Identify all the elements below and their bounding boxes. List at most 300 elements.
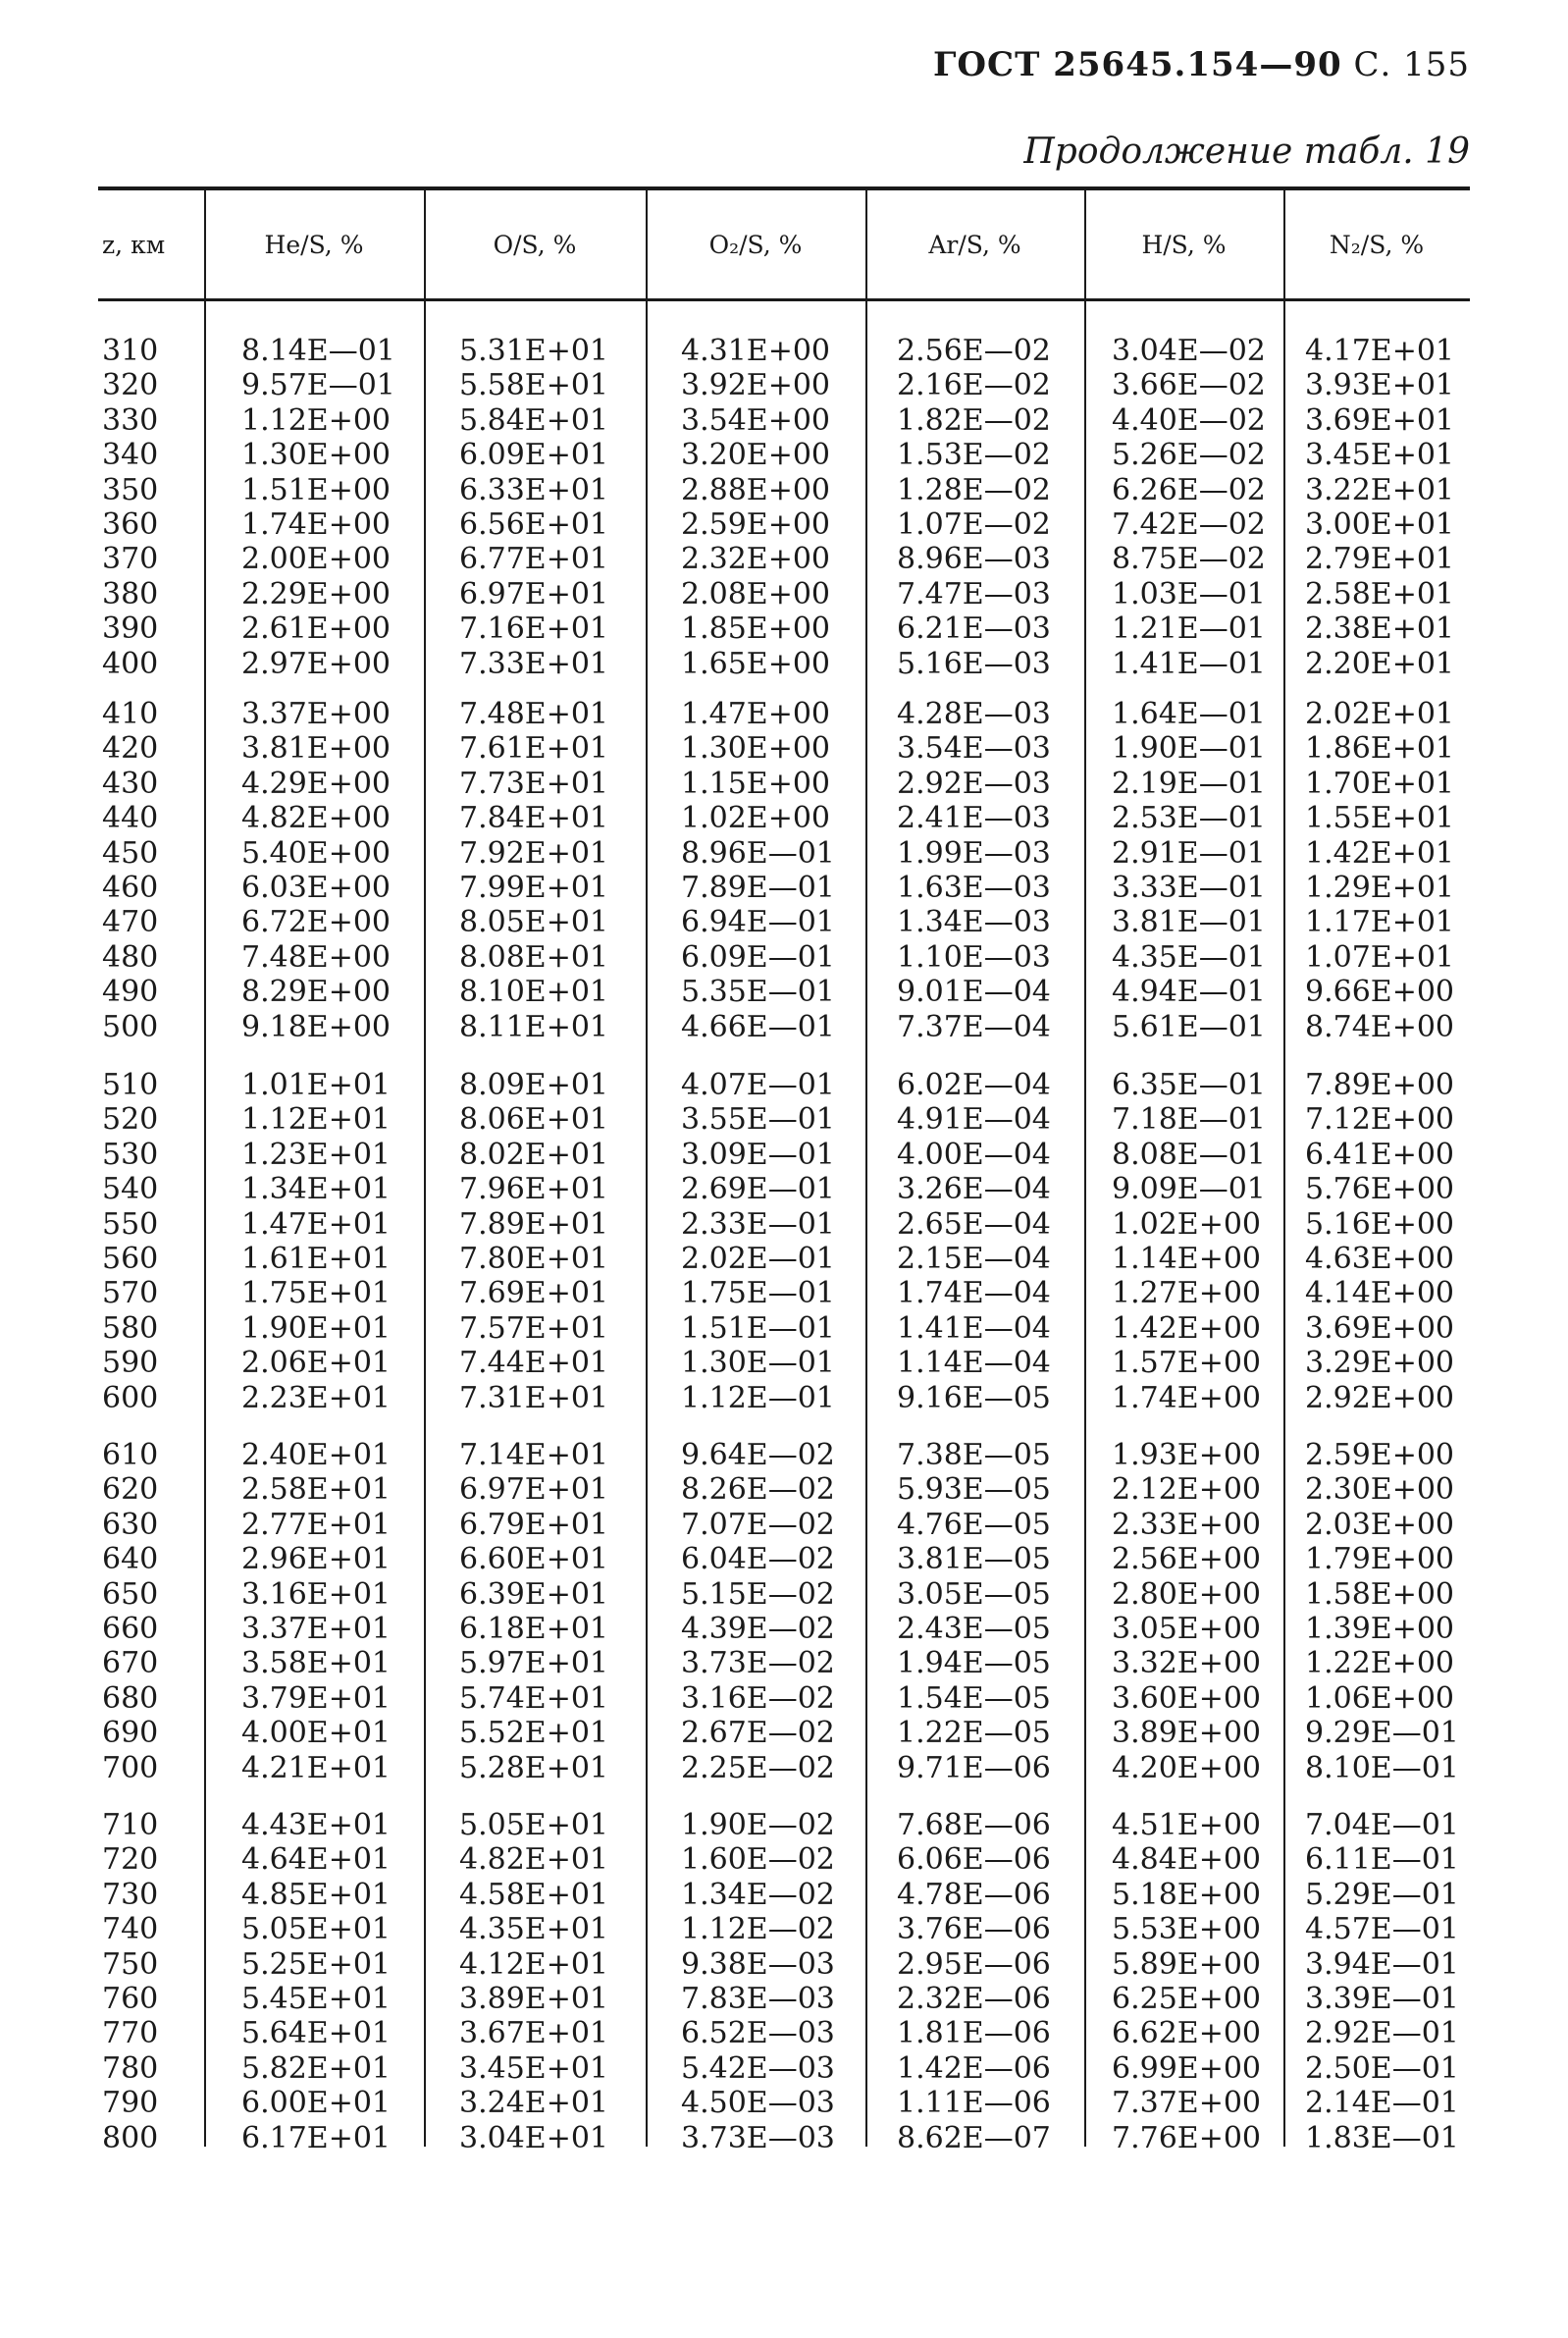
- table-row: [0, 1508, 1568, 1542]
- value-cell: 2.92E—03: [897, 766, 1051, 801]
- table-row: [0, 1438, 1568, 1472]
- value-cell: 9.64E—02: [681, 1438, 835, 1472]
- value-cell: 1.63E—03: [897, 871, 1051, 905]
- value-cell: 2.30E+00: [1305, 1472, 1455, 1508]
- value-cell: 8.29E+00: [241, 975, 392, 1010]
- value-cell: 2.65E—04: [897, 1206, 1051, 1242]
- value-cell: 8.75E—02: [1112, 542, 1266, 577]
- altitude-cell: 380: [102, 576, 159, 611]
- value-cell: 5.35E—01: [681, 975, 835, 1010]
- value-cell: 1.57E+00: [1112, 1346, 1262, 1381]
- value-cell: 1.02E+00: [681, 801, 831, 836]
- column-header: O/S, %: [493, 230, 577, 259]
- value-cell: 6.17E+01: [241, 2120, 392, 2155]
- column-header: O₂/S, %: [708, 230, 803, 259]
- value-cell: 7.57E+01: [459, 1310, 609, 1346]
- altitude-cell: 500: [102, 1009, 159, 1044]
- table-row: [0, 940, 1568, 975]
- column-divider: [424, 190, 426, 298]
- value-cell: 1.27E+00: [1112, 1276, 1262, 1311]
- value-cell: 5.25E+01: [241, 1946, 392, 1982]
- value-cell: 7.84E+01: [459, 801, 609, 836]
- value-cell: 1.11E—06: [897, 2086, 1051, 2121]
- value-cell: 8.14E—01: [241, 334, 395, 368]
- value-cell: 4.39E—02: [681, 1612, 835, 1646]
- value-cell: 7.42E—02: [1112, 507, 1266, 542]
- table-row: [0, 1716, 1568, 1750]
- value-cell: 5.97E+01: [459, 1646, 609, 1681]
- value-cell: 7.18E—01: [1112, 1102, 1266, 1138]
- value-cell: 3.26E—04: [897, 1172, 1051, 1207]
- value-cell: 3.58E+01: [241, 1646, 392, 1681]
- value-cell: 3.79E+01: [241, 1680, 392, 1716]
- table-row: [0, 2121, 1568, 2155]
- value-cell: 6.18E+01: [459, 1612, 609, 1646]
- value-cell: 6.97E+01: [459, 576, 609, 611]
- value-cell: 3.55E—01: [681, 1102, 835, 1138]
- value-cell: 1.83E—01: [1305, 2120, 1459, 2155]
- value-cell: 3.32E+00: [1112, 1646, 1262, 1681]
- value-cell: 3.92E+00: [681, 368, 831, 403]
- table-row: [0, 871, 1568, 905]
- value-cell: 6.41E+00: [1305, 1137, 1455, 1172]
- value-cell: 4.82E+00: [241, 801, 392, 836]
- value-cell: 3.69E+01: [1305, 402, 1455, 438]
- altitude-cell: 730: [102, 1877, 159, 1912]
- table-row: [0, 1068, 1568, 1102]
- value-cell: 7.04E—01: [1305, 1808, 1459, 1842]
- value-cell: 1.14E—04: [897, 1346, 1051, 1381]
- value-cell: 1.28E—02: [897, 472, 1051, 507]
- value-cell: 1.54E—05: [897, 1680, 1051, 1716]
- altitude-cell: 480: [102, 939, 159, 975]
- altitude-cell: 410: [102, 697, 159, 731]
- value-cell: 2.56E+00: [1112, 1542, 1262, 1577]
- table-row: [0, 2016, 1568, 2050]
- value-cell: 6.79E+01: [459, 1507, 609, 1542]
- value-cell: 9.66E+00: [1305, 975, 1455, 1010]
- altitude-cell: 650: [102, 1576, 159, 1612]
- value-cell: 3.05E+00: [1112, 1612, 1262, 1646]
- value-cell: 3.66E—02: [1112, 368, 1266, 403]
- value-cell: 6.02E—04: [897, 1068, 1051, 1102]
- value-cell: 3.37E+01: [241, 1612, 392, 1646]
- value-cell: 2.95E—06: [897, 1946, 1051, 1982]
- altitude-cell: 710: [102, 1808, 159, 1842]
- value-cell: 7.48E+00: [241, 939, 392, 975]
- table-row: [0, 2051, 1568, 2086]
- altitude-cell: 620: [102, 1472, 159, 1508]
- value-cell: 5.53E+00: [1112, 1912, 1262, 1947]
- altitude-cell: 610: [102, 1438, 159, 1472]
- value-cell: 3.67E+01: [459, 2016, 609, 2051]
- value-cell: 2.32E+00: [681, 542, 831, 577]
- value-cell: 5.42E—03: [681, 2050, 835, 2086]
- value-cell: 8.08E+01: [459, 939, 609, 975]
- table-row: [0, 767, 1568, 801]
- value-cell: 1.07E+01: [1305, 939, 1455, 975]
- value-cell: 7.31E+01: [459, 1380, 609, 1415]
- value-cell: 7.69E+01: [459, 1276, 609, 1311]
- value-cell: 1.12E+01: [241, 1102, 392, 1138]
- value-cell: 5.05E+01: [459, 1808, 609, 1842]
- value-cell: 6.06E—06: [897, 1842, 1051, 1878]
- value-cell: 5.64E+01: [241, 2016, 392, 2051]
- value-cell: 4.21E+01: [241, 1750, 392, 1785]
- value-cell: 7.89E+00: [1305, 1068, 1455, 1102]
- value-cell: 1.41E—04: [897, 1310, 1051, 1346]
- value-cell: 9.71E—06: [897, 1750, 1051, 1785]
- value-cell: 2.59E+00: [681, 507, 831, 542]
- value-cell: 4.35E—01: [1112, 939, 1266, 975]
- table-row: [0, 1010, 1568, 1044]
- value-cell: 8.08E—01: [1112, 1137, 1266, 1172]
- value-cell: 3.16E—02: [681, 1680, 835, 1716]
- value-cell: 1.12E+00: [241, 402, 392, 438]
- value-cell: 3.37E+00: [241, 697, 392, 731]
- value-cell: 3.81E+00: [241, 731, 392, 767]
- value-cell: 2.43E—05: [897, 1612, 1051, 1646]
- value-cell: 7.44E+01: [459, 1346, 609, 1381]
- altitude-cell: 800: [102, 2120, 159, 2155]
- value-cell: 8.74E+00: [1305, 1009, 1455, 1044]
- value-cell: 4.17E+01: [1305, 334, 1455, 368]
- value-cell: 1.90E+01: [241, 1310, 392, 1346]
- value-cell: 5.29E—01: [1305, 1877, 1459, 1912]
- value-cell: 7.48E+01: [459, 697, 609, 731]
- altitude-cell: 660: [102, 1612, 159, 1646]
- table-row: [0, 577, 1568, 611]
- value-cell: 4.43E+01: [241, 1808, 392, 1842]
- value-cell: 1.42E+00: [1112, 1310, 1262, 1346]
- value-cell: 2.19E—01: [1112, 766, 1266, 801]
- value-cell: 2.06E+01: [241, 1346, 392, 1381]
- value-cell: 1.29E+01: [1305, 871, 1455, 905]
- value-cell: 1.22E+00: [1305, 1646, 1455, 1681]
- value-cell: 7.80E+01: [459, 1242, 609, 1276]
- altitude-cell: 460: [102, 871, 159, 905]
- value-cell: 1.07E—02: [897, 507, 1051, 542]
- value-cell: 8.62E—07: [897, 2120, 1051, 2155]
- value-cell: 4.58E+01: [459, 1877, 609, 1912]
- value-cell: 2.02E+01: [1305, 697, 1455, 731]
- value-cell: 2.02E—01: [681, 1242, 835, 1276]
- table-row: [0, 1947, 1568, 1982]
- value-cell: 4.50E—03: [681, 2086, 835, 2121]
- column-header: He/S, %: [264, 230, 364, 259]
- value-cell: 5.76E+00: [1305, 1172, 1455, 1207]
- value-cell: 4.07E—01: [681, 1068, 835, 1102]
- table-caption: Продолжение табл. 19: [1023, 132, 1470, 172]
- table-row: [0, 334, 1568, 368]
- altitude-cell: 340: [102, 438, 159, 473]
- altitude-cell: 690: [102, 1716, 159, 1751]
- value-cell: 1.64E—01: [1112, 697, 1266, 731]
- value-cell: 2.16E—02: [897, 368, 1051, 403]
- table-row: [0, 905, 1568, 939]
- value-cell: 1.79E+00: [1305, 1542, 1455, 1577]
- table-row: [0, 697, 1568, 731]
- value-cell: 1.10E—03: [897, 939, 1051, 975]
- value-cell: 1.14E+00: [1112, 1242, 1262, 1276]
- value-cell: 3.45E+01: [459, 2050, 609, 2086]
- value-cell: 2.00E+00: [241, 542, 392, 577]
- value-cell: 2.15E—04: [897, 1242, 1051, 1276]
- table-row: [0, 1912, 1568, 1946]
- value-cell: 9.16E—05: [897, 1380, 1051, 1415]
- value-cell: 5.82E+01: [241, 2050, 392, 2086]
- altitude-cell: 780: [102, 2050, 159, 2086]
- altitude-cell: 580: [102, 1310, 159, 1346]
- value-cell: 4.14E+00: [1305, 1276, 1455, 1311]
- table-row: [0, 1207, 1568, 1242]
- value-cell: 2.29E+00: [241, 576, 392, 611]
- value-cell: 1.86E+01: [1305, 731, 1455, 767]
- value-cell: 1.58E+00: [1305, 1576, 1455, 1612]
- value-cell: 1.12E—01: [681, 1380, 835, 1415]
- value-cell: 7.76E+00: [1112, 2120, 1262, 2155]
- value-cell: 2.91E—01: [1112, 835, 1266, 871]
- value-cell: 1.02E+00: [1112, 1206, 1262, 1242]
- value-cell: 3.54E+00: [681, 402, 831, 438]
- value-cell: 3.29E+00: [1305, 1346, 1455, 1381]
- value-cell: 3.73E—02: [681, 1646, 835, 1681]
- value-cell: 2.14E—01: [1305, 2086, 1459, 2121]
- value-cell: 9.57E—01: [241, 368, 395, 403]
- altitude-cell: 320: [102, 368, 159, 403]
- value-cell: 3.76E—06: [897, 1912, 1051, 1947]
- value-cell: 4.94E—01: [1112, 975, 1266, 1010]
- table-row: [0, 2086, 1568, 2120]
- value-cell: 4.51E+00: [1112, 1808, 1262, 1842]
- value-cell: 3.04E—02: [1112, 334, 1266, 368]
- table-row: [0, 731, 1568, 766]
- value-cell: 6.11E—01: [1305, 1842, 1459, 1878]
- value-cell: 4.64E+01: [241, 1842, 392, 1878]
- value-cell: 1.34E—03: [897, 905, 1051, 940]
- value-cell: 4.85E+01: [241, 1877, 392, 1912]
- value-cell: 3.09E—01: [681, 1137, 835, 1172]
- altitude-cell: 430: [102, 766, 159, 801]
- value-cell: 2.92E+00: [1305, 1380, 1455, 1415]
- value-cell: 3.20E+00: [681, 438, 831, 473]
- altitude-cell: 520: [102, 1102, 159, 1138]
- value-cell: 9.29E—01: [1305, 1716, 1459, 1751]
- value-cell: 1.42E+01: [1305, 835, 1455, 871]
- altitude-cell: 630: [102, 1507, 159, 1542]
- value-cell: 5.61E—01: [1112, 1009, 1266, 1044]
- value-cell: 8.11E+01: [459, 1009, 609, 1044]
- value-cell: 1.75E+01: [241, 1276, 392, 1311]
- value-cell: 1.61E+01: [241, 1242, 392, 1276]
- value-cell: 7.38E—05: [897, 1438, 1051, 1472]
- value-cell: 2.41E—03: [897, 801, 1051, 836]
- value-cell: 2.38E+01: [1305, 611, 1455, 647]
- value-cell: 1.93E+00: [1112, 1438, 1262, 1472]
- value-cell: 1.41E—01: [1112, 646, 1266, 681]
- value-cell: 7.73E+01: [459, 766, 609, 801]
- altitude-cell: 470: [102, 905, 159, 940]
- value-cell: 4.76E—05: [897, 1507, 1051, 1542]
- altitude-cell: 350: [102, 472, 159, 507]
- value-cell: 1.01E+01: [241, 1068, 392, 1102]
- value-cell: 5.84E+01: [459, 402, 609, 438]
- value-cell: 4.78E—06: [897, 1877, 1051, 1912]
- value-cell: 7.37E—04: [897, 1009, 1051, 1044]
- altitude-cell: 510: [102, 1068, 159, 1102]
- altitude-cell: 390: [102, 611, 159, 647]
- column-divider: [1283, 190, 1285, 298]
- value-cell: 4.20E+00: [1112, 1750, 1262, 1785]
- table-row: [0, 1242, 1568, 1276]
- table-row: [0, 1346, 1568, 1380]
- value-cell: 9.38E—03: [681, 1946, 835, 1982]
- value-cell: 3.89E+00: [1112, 1716, 1262, 1751]
- value-cell: 1.47E+00: [681, 697, 831, 731]
- value-cell: 8.10E+01: [459, 975, 609, 1010]
- value-cell: 7.89E+01: [459, 1206, 609, 1242]
- altitude-cell: 570: [102, 1276, 159, 1311]
- value-cell: 6.52E—03: [681, 2016, 835, 2051]
- value-cell: 1.65E+00: [681, 646, 831, 681]
- value-cell: 5.45E+01: [241, 1982, 392, 2016]
- value-cell: 4.84E+00: [1112, 1842, 1262, 1878]
- value-cell: 1.30E+00: [681, 731, 831, 767]
- value-cell: 4.00E+01: [241, 1716, 392, 1751]
- value-cell: 2.32E—06: [897, 1982, 1051, 2016]
- value-cell: 7.99E+01: [459, 871, 609, 905]
- table-row: [0, 1982, 1568, 2016]
- value-cell: 3.22E+01: [1305, 472, 1455, 507]
- value-cell: 7.16E+01: [459, 611, 609, 647]
- table-row: [0, 1612, 1568, 1646]
- value-cell: 1.90E—02: [681, 1808, 835, 1842]
- document-code: ГОСТ 25645.154—90: [932, 45, 1342, 84]
- value-cell: 7.12E+00: [1305, 1102, 1455, 1138]
- value-cell: 1.74E+00: [1112, 1380, 1262, 1415]
- table-row: [0, 1878, 1568, 1912]
- table-row: [0, 507, 1568, 542]
- value-cell: 1.60E—02: [681, 1842, 835, 1878]
- value-cell: 1.82E—02: [897, 402, 1051, 438]
- value-cell: 7.61E+01: [459, 731, 609, 767]
- value-cell: 6.77E+01: [459, 542, 609, 577]
- value-cell: 5.89E+00: [1112, 1946, 1262, 1982]
- value-cell: 8.26E—02: [681, 1472, 835, 1508]
- value-cell: 7.37E+00: [1112, 2086, 1262, 2121]
- value-cell: 9.01E—04: [897, 975, 1051, 1010]
- value-cell: 6.21E—03: [897, 611, 1051, 647]
- value-cell: 1.23E+01: [241, 1137, 392, 1172]
- value-cell: 6.56E+01: [459, 507, 609, 542]
- value-cell: 1.21E—01: [1112, 611, 1266, 647]
- value-cell: 7.14E+01: [459, 1438, 609, 1472]
- table-row: [0, 611, 1568, 646]
- value-cell: 3.81E—05: [897, 1542, 1051, 1577]
- value-cell: 1.70E+01: [1305, 766, 1455, 801]
- value-cell: 2.88E+00: [681, 472, 831, 507]
- altitude-cell: 450: [102, 835, 159, 871]
- column-header: N₂/S, %: [1329, 230, 1425, 259]
- altitude-cell: 740: [102, 1912, 159, 1947]
- value-cell: 6.39E+01: [459, 1576, 609, 1612]
- table-header-rule: [98, 298, 1470, 301]
- value-cell: 6.03E+00: [241, 871, 392, 905]
- value-cell: 1.03E—01: [1112, 576, 1266, 611]
- value-cell: 2.03E+00: [1305, 1507, 1455, 1542]
- value-cell: 2.50E—01: [1305, 2050, 1459, 2086]
- value-cell: 3.05E—05: [897, 1576, 1051, 1612]
- value-cell: 2.77E+01: [241, 1507, 392, 1542]
- altitude-cell: 400: [102, 646, 159, 681]
- value-cell: 7.47E—03: [897, 576, 1051, 611]
- value-cell: 7.68E—06: [897, 1808, 1051, 1842]
- value-cell: 1.74E+00: [241, 507, 392, 542]
- value-cell: 3.00E+01: [1305, 507, 1455, 542]
- value-cell: 9.09E—01: [1112, 1172, 1266, 1207]
- column-divider: [204, 190, 206, 298]
- table-row: [0, 801, 1568, 835]
- value-cell: 2.92E—01: [1305, 2016, 1459, 2051]
- value-cell: 5.40E+00: [241, 835, 392, 871]
- document-header: [933, 45, 1470, 84]
- altitude-cell: 600: [102, 1380, 159, 1415]
- value-cell: 4.66E—01: [681, 1009, 835, 1044]
- value-cell: 6.26E—02: [1112, 472, 1266, 507]
- altitude-cell: 700: [102, 1750, 159, 1785]
- value-cell: 5.16E—03: [897, 646, 1051, 681]
- altitude-cell: 720: [102, 1842, 159, 1878]
- value-cell: 3.04E+01: [459, 2120, 609, 2155]
- value-cell: 1.47E+01: [241, 1206, 392, 1242]
- value-cell: 1.34E—02: [681, 1877, 835, 1912]
- value-cell: 6.72E+00: [241, 905, 392, 940]
- value-cell: 7.83E—03: [681, 1982, 835, 2016]
- altitude-cell: 670: [102, 1646, 159, 1681]
- value-cell: 6.35E—01: [1112, 1068, 1266, 1102]
- altitude-cell: 790: [102, 2086, 159, 2121]
- column-header: H/S, %: [1141, 230, 1227, 259]
- value-cell: 1.99E—03: [897, 835, 1051, 871]
- value-cell: 1.53E—02: [897, 438, 1051, 473]
- value-cell: 2.25E—02: [681, 1750, 835, 1785]
- value-cell: 1.06E+00: [1305, 1680, 1455, 1716]
- value-cell: 8.10E—01: [1305, 1750, 1459, 1785]
- value-cell: 3.73E—03: [681, 2120, 835, 2155]
- value-cell: 5.18E+00: [1112, 1877, 1262, 1912]
- column-header: z, км: [102, 230, 166, 259]
- value-cell: 5.16E+00: [1305, 1206, 1455, 1242]
- value-cell: 2.33E+00: [1112, 1507, 1262, 1542]
- value-cell: 1.90E—01: [1112, 731, 1266, 767]
- value-cell: 1.15E+00: [681, 766, 831, 801]
- value-cell: 1.51E—01: [681, 1310, 835, 1346]
- table-row: [0, 1381, 1568, 1415]
- value-cell: 5.15E—02: [681, 1576, 835, 1612]
- value-cell: 4.28E—03: [897, 697, 1051, 731]
- altitude-cell: 530: [102, 1137, 159, 1172]
- value-cell: 2.40E+01: [241, 1438, 392, 1472]
- table-row: [0, 1311, 1568, 1346]
- value-cell: 2.96E+01: [241, 1542, 392, 1577]
- value-cell: 1.81E—06: [897, 2016, 1051, 2051]
- value-cell: 4.29E+00: [241, 766, 392, 801]
- altitude-cell: 370: [102, 542, 159, 577]
- column-header: Ar/S, %: [928, 230, 1021, 259]
- value-cell: 3.33E—01: [1112, 871, 1266, 905]
- table-row: [0, 647, 1568, 681]
- table-row: [0, 975, 1568, 1009]
